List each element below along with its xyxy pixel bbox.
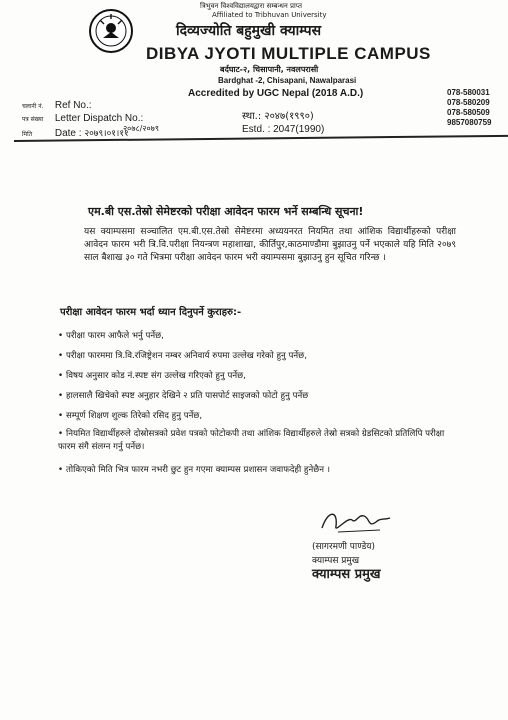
college-logo-emblem bbox=[88, 8, 134, 54]
ref-label-nepali: चलानी नं. bbox=[22, 103, 44, 110]
phone-number: 078-580209 bbox=[447, 98, 490, 107]
date-value: २०७९।०१।११ bbox=[84, 129, 129, 139]
college-name-nepali: दिव्यज्योति बहुमुखी क्याम्पस bbox=[176, 23, 322, 39]
list-item-text: परीक्षा फारममा त्रि.वि.रजिष्ट्रेशन नम्बर अनिवार्य रुपमा उल्लेख गरेको हुनु पर्नेछ, bbox=[66, 351, 307, 361]
signature-block bbox=[312, 540, 381, 582]
ref-label-english: Ref No.: bbox=[54, 100, 92, 111]
list-item: • सम्पूर्ण शिक्षण शुल्क तिरेको रसिद हुनु पर्नेछ, bbox=[58, 411, 203, 421]
list-item: • परीक्षा फारम आफैले भर्नु पर्नेछ, bbox=[58, 331, 164, 341]
fiscal-year: २०७८/२०७९ bbox=[123, 124, 159, 133]
list-item: • हालसालै खिचेको स्पष्ट अनुहार देखिने २ प्रति पासपोर्ट साइजको फोटो हुनु पर्नेछ bbox=[58, 391, 309, 401]
address-english: Bardghat -2, Chisapani, Nawalparasi bbox=[218, 76, 357, 85]
instructions-heading: परीक्षा आवेदन फारम भर्दा ध्यान दिनुपर्ने कुराहरु:- bbox=[60, 307, 242, 318]
handwritten-signature bbox=[318, 506, 398, 536]
list-item-text: परीक्षा फारम आफैले भर्नु पर्नेछ, bbox=[66, 331, 164, 341]
date-row bbox=[22, 126, 129, 139]
ref-number-row bbox=[22, 100, 92, 111]
college-name-english: DIBYA JYOTI MULTIPLE CAMPUS bbox=[146, 44, 431, 63]
list-item-text: सम्पूर्ण शिक्षण शुल्क तिरेको रसिद हुनु पर्नेछ, bbox=[66, 411, 203, 421]
list-item: • तोकिएको मिति भित्र फारम नभरी छुट हुन गएमा क्याम्पस प्रशासन जवाफदेही हुनेछैन । bbox=[58, 465, 331, 475]
established-english: Estd. : 2047(1990) bbox=[242, 124, 325, 135]
list-item: • नियमित विद्यार्थीहरुले दोस्रोसत्रको प्रवेश पत्रको फोटोकपी तथा आंशिक विद्यार्थीहरुले तेस्रो सत्रको ग्रेडसिटको प्रतिलिपि परीक्षा फारम संगै संलग्न गर्नु पर्नेछ। bbox=[58, 429, 445, 452]
signatory-designation: क्याम्पस प्रमुख bbox=[312, 556, 360, 566]
affiliation-english: Affiliated to Tribhuvan University bbox=[212, 11, 327, 19]
phone-number: 9857080759 bbox=[447, 118, 492, 127]
established-nepali: स्था.: २०४७(१९९०) bbox=[242, 111, 314, 122]
dispatch-label-english: Letter Dispatch No.: bbox=[54, 113, 144, 124]
phone-numbers bbox=[447, 88, 492, 128]
list-item: • परीक्षा फारममा त्रि.वि.रजिष्ट्रेशन नम्बर अनिवार्य रुपमा उल्लेख गरेको हुनु पर्नेछ, bbox=[58, 351, 307, 361]
phone-number: 078-580031 bbox=[447, 88, 490, 97]
list-item: • विषय अनुसार कोड नं.स्पष्ट संग उल्लेख गरिएको हुनु पर्नेछ, bbox=[58, 371, 246, 381]
notice-title: एम.बी एस.तेस्रो सेमेष्टरको परीक्षा आवेदन फारम भर्ने सम्बन्धि सूचना! bbox=[88, 205, 364, 218]
list-item-text: नियमित विद्यार्थीहरुले दोस्रोसत्रको प्रवेश पत्रको फोटोकपी तथा आंशिक विद्यार्थीहरुले तेस्रो सत्रको ग्रेडसिटको प्रतिलिपि परीक्षा फारम संगै संलग्न गर्नु पर्नेछ। bbox=[58, 429, 445, 452]
phone-number: 078-580509 bbox=[447, 108, 490, 117]
list-item-text: विषय अनुसार कोड नं.स्पष्ट संग उल्लेख गरिएको हुनु पर्नेछ, bbox=[66, 371, 246, 381]
designation-stamp: क्याम्पस प्रमुख bbox=[312, 567, 381, 582]
list-item-text: हालसालै खिचेको स्पष्ट अनुहार देखिने २ प्रति पासपोर्ट साइजको फोटो हुनु पर्नेछ bbox=[66, 391, 309, 401]
affiliation-nepali: त्रिभुवन विश्वविद्यालयद्वारा सम्बन्धन प्राप्त bbox=[200, 2, 302, 10]
accreditation-line: Accredited by UGC Nepal (2018 A.D.) bbox=[188, 88, 364, 99]
date-label-nepali: मिति bbox=[22, 131, 33, 138]
date-label-english: Date : bbox=[54, 128, 82, 139]
notice-paragraph bbox=[84, 226, 456, 265]
dispatch-label-nepali: पत्र संख्या bbox=[22, 116, 44, 123]
notice-body-text: यस क्याम्पसमा सञ्चालित एम.बी.एस.तेस्रो सेमेष्टरमा अध्ययनरत नियमित तथा आंशिक विद्यार्थीहरुको परीक्षा आवेदन फारम भरी त्रि.वि.परीक्षा नियन्त्रण महाशाखा, कीर्तिपुर,काठमाण्डौमा बुझाउनु पर्ने भएकाले यहि मिति २०७९ साल बैशाख ३० गते भित्रमा परीक्षा आवेदन फारम भरी क्याम्पसमा बुझाउनु हुन सूचित गरिन्छ । bbox=[84, 227, 456, 263]
list-item-text: तोकिएको मिति भित्र फारम नभरी छुट हुन गएमा क्याम्पस प्रशासन जवाफदेही हुनेछैन । bbox=[66, 465, 331, 475]
signatory-name: (सागरमणी पाण्डेय) bbox=[312, 542, 376, 552]
address-nepali: बर्दघाट-२, चिसापानी, नवलपरासी bbox=[220, 65, 319, 74]
